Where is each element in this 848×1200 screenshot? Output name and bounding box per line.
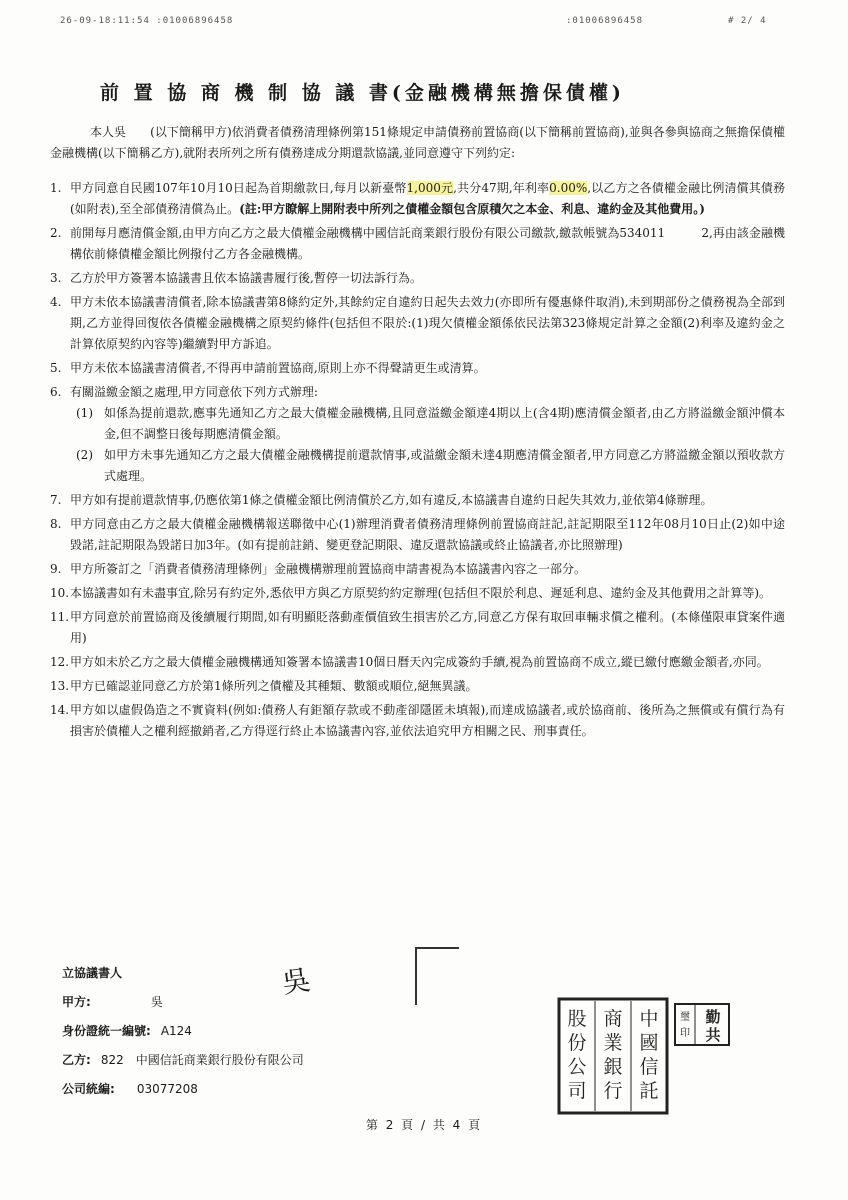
clause-1-part-b: ,共分47期,年利率 (453, 181, 550, 195)
monthly-amount-highlight: 1,000元 (406, 181, 454, 195)
clause-6-lead: 有關溢繳金額之處理,甲方同意依下列方式辦理: (70, 385, 318, 399)
seal-glyph: 國 (639, 1032, 659, 1054)
seal-glyph: 璽 (680, 1012, 690, 1023)
page-footer: 第 2 頁 / 共 4 頁 (365, 1118, 483, 1132)
clause-14 (50, 700, 785, 742)
seal-glyph: 共 (705, 1026, 721, 1044)
party-a-value: 吳 (150, 995, 163, 1009)
seal-glyph: 公 (567, 1056, 587, 1078)
clause-text: 甲方同意於前置協商及後續履行期間,如有明顯貶落動產價值致生損害於乙方,同意乙方保有取回車輛求償之權利。(本條僅限車貸案件適用) (70, 610, 785, 645)
clause-text: 甲方如未於乙方之最大債權金融機構通知簽署本協議書10個日曆天內完成簽約手續,視為前置協商不成立,縱已繳付應繳金額者,亦同。 (70, 655, 769, 669)
clause-text: 乙方於甲方簽署本協議書且依本協議書履行後,暫停一切法訴行為。 (70, 271, 422, 285)
clause-text: 本協議書如有未盡事宜,除另有約定外,悉依甲方與乙方原契約約定辦理(包括但不限於利息、遲延利息、違約金及其他費用之計算等)。 (70, 586, 771, 600)
seal-glyph: 業 (603, 1032, 623, 1054)
handwritten-signature: 吳 (280, 963, 313, 1000)
signature-header: 立協議書人 (62, 966, 123, 980)
clause-5 (50, 358, 785, 379)
clause-6 (50, 382, 785, 487)
clause-9 (50, 559, 785, 580)
agreement-body (50, 122, 785, 745)
clause-number: 3. (50, 271, 62, 285)
clause-1 (50, 178, 785, 220)
seal-glyph: 中 (639, 1008, 659, 1030)
id-label: 身份證統一編號: (62, 1024, 151, 1038)
clause-2 (50, 223, 785, 265)
clause-number: 5. (50, 361, 62, 375)
company-id-value: 03077208 (136, 1081, 198, 1096)
clause-number: 7. (50, 493, 62, 507)
document-title: 前 置 協 商 機 制 協 議 書(金融機構無擔保債權) (100, 82, 625, 104)
clause-6-sub-1 (76, 403, 785, 445)
company-id-label: 公司統編: (62, 1082, 115, 1096)
company-id-row (62, 1074, 304, 1103)
clause-10 (50, 583, 785, 604)
clause-text: 甲方未依本協議書清償者,除本協議書第8條約定外,其餘約定自違約日起失去效力(亦即所有優惠條件取消),未到期部份之債務視為全部到期,乙方並得回復依各債權金融機構之原契約條件(包括但不限於:(1)現欠債權金額係依民法第323條規定計算之金額(2)利率及違約金之計算依原契約內容等)繼續對甲方訴追。 (70, 295, 785, 351)
clause-6-sub-2 (76, 445, 785, 487)
id-row (62, 1016, 304, 1045)
seal-glyph: 司 (567, 1080, 587, 1102)
clause-4 (50, 292, 785, 355)
interest-rate-highlight: 0.00% (549, 181, 588, 195)
clause-text (70, 382, 785, 487)
clause-number: 9. (50, 562, 62, 576)
clause-12 (50, 652, 785, 673)
sub-text: 如甲方未事先通知乙方之最大債權金融機構提前還款情事,或溢繳金額未達4期應清償金額者,甲方同意乙方將溢繳金額以預收款方式處理。 (104, 448, 785, 483)
clause-13 (50, 676, 785, 697)
clause-number: 1. (50, 181, 62, 195)
party-a-label: 甲方: (62, 995, 91, 1009)
fax-header-number: :01006896458 (566, 16, 644, 26)
party-b-row (62, 1045, 304, 1074)
sub-number: (2) (76, 448, 93, 462)
seal-glyph: 託 (639, 1080, 659, 1102)
seal-glyph: 銀 (603, 1056, 623, 1078)
clause-3 (50, 268, 785, 289)
clause-text: 甲方已確認並同意乙方於第1條所列之債權及其種類、數額或順位,絕無異議。 (70, 679, 478, 693)
id-value: A124 (160, 1023, 192, 1038)
clause-text: 甲方同意由乙方之最大債權金融機構報送聯徵中心(1)辦理消費者債務清理條例前置協商註記,註記期限至112年08月10日止(2)如中途毀諾,註記期限為毀諾日加3年。(如有提前註銷、變更登記期限、違反還款協議或終止協議者,亦比照辦理) (70, 517, 785, 552)
clause-number: 8. (50, 517, 62, 531)
clause-text: 甲方未依本協議書清償者,不得再申請前置協商,原則上亦不得聲請更生或清算。 (70, 361, 486, 375)
clause-text (70, 178, 785, 220)
seal-glyph: 股 (567, 1008, 587, 1030)
clause-number: 12. (50, 655, 70, 669)
seal-glyph: 商 (603, 1008, 623, 1030)
signature-block (62, 958, 304, 1103)
clause-8 (50, 514, 785, 556)
clause-11 (50, 607, 785, 649)
sub-number: (1) (76, 406, 93, 420)
party-b-label: 乙方: (62, 1053, 91, 1067)
signature-header-row (62, 958, 304, 987)
seal-glyph: 信 (639, 1056, 659, 1078)
clause-number: 11. (50, 610, 70, 624)
officer-seal-stamp (673, 1002, 731, 1047)
seal-glyph: 印 (680, 1028, 690, 1039)
clause-number: 2. (50, 226, 62, 240)
clause-1-part-a: 甲方同意自民國107年10月10日起為首期繳款日,每月以新臺幣 (70, 181, 407, 195)
clause-number: 6. (50, 385, 62, 399)
party-a-row (62, 987, 304, 1016)
fax-header-timestamp: 26-09-18:11:54 :01006896458 (60, 16, 234, 26)
clause-number: 4. (50, 295, 62, 309)
fax-page-counter: # 2/ 4 (728, 16, 767, 26)
clause-text: 甲方如有提前還款情事,仍應依第1條之債權金額比例清償於乙方,如有違反,本協議書自違約日起失其效力,並依第4條辦理。 (70, 493, 713, 507)
clause-list (50, 178, 785, 742)
clause-number: 14. (50, 703, 70, 717)
signature-mark (415, 947, 459, 1005)
seal-glyph: 行 (603, 1080, 623, 1102)
intro-paragraph: 本人吳 (以下簡稱甲方)依消費者債務清理條例第151條規定申請債務前置協商(以下簡稱前置協商),並與各參與協商之無擔保債權金融機構(以下簡稱乙方),就附表所列之所有債務達成分期還款協議,並同意遵守下列約定: (50, 125, 785, 160)
clause-text: 前開每月應清償金額,由甲方向乙方之最大債權金融機構中國信託商業銀行股份有限公司繳款,繳款帳號為534011 2,再由該金融機構依前條債權金額比例撥付乙方各金融機構。 (70, 226, 785, 261)
clause-7 (50, 490, 785, 511)
clause-number: 13. (50, 679, 70, 693)
clause-1-part-c: ,以乙方之各債權金融比例清償其債務(如附表),至全部債務清償為止。 (70, 181, 786, 216)
clause-text: 甲方所簽訂之「消費者債務清理條例」金融機構辦理前置協商申請書視為本協議書內容之一部分。 (70, 562, 587, 576)
seal-glyph: 份 (567, 1032, 587, 1054)
clause-1-note: (註:甲方瞭解上開附表中所列之債權金額包含原積欠之本金、利息、違約金及其他費用。) (239, 202, 705, 216)
bank-seal-stamp (557, 997, 669, 1115)
sub-text: 如係為提前還款,應事先通知乙方之最大債權金融機構,且同意溢繳金額達4期以上(含4期)應清償金額者,由乙方將溢繳金額沖償本金,但不調整日後每期應清償金額。 (104, 406, 785, 441)
seal-glyph: 勤 (705, 1008, 721, 1026)
party-b-value: 822 中國信託商業銀行股份有限公司 (100, 1053, 304, 1067)
clause-number: 10. (50, 586, 70, 600)
clause-text: 甲方如以虛假偽造之不實資料(例如:債務人有鉅額存款或不動產卻隱匿未填報),而達成協議者,或於協商前、後所為之無償或有償行為有損害於債權人之權利經撤銷者,乙方得逕行終止本協議書內容,並依法追究甲方相關之民、刑事責任。 (70, 703, 785, 738)
